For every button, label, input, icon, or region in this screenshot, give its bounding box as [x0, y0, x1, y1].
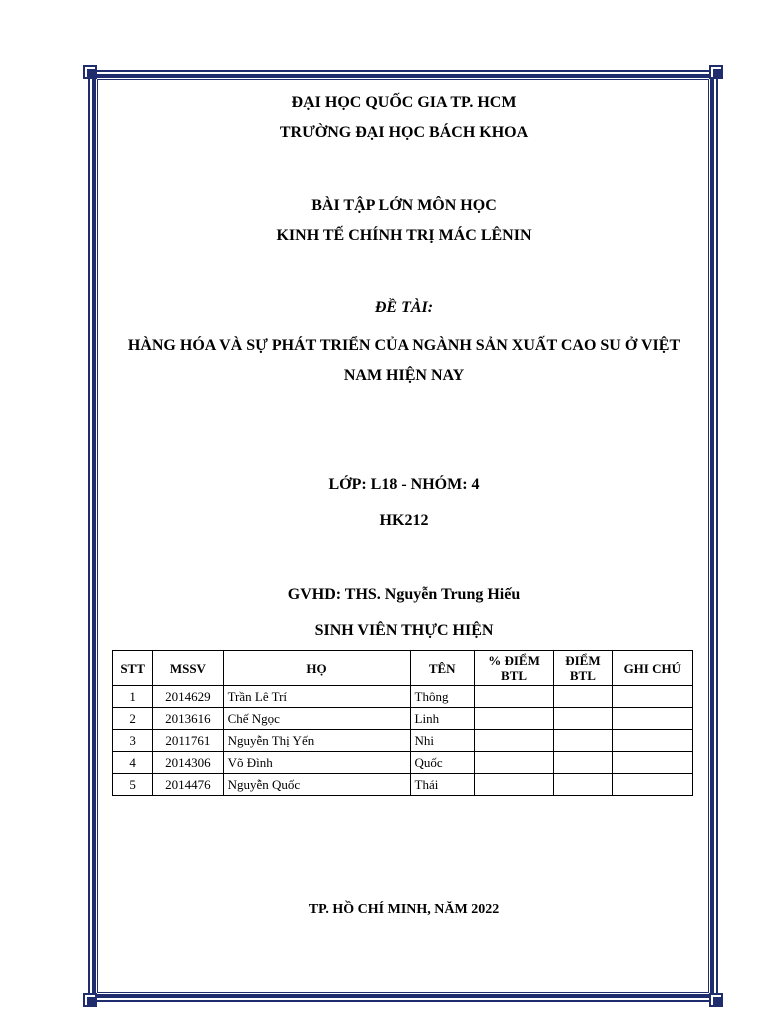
cell-mssv: 2014629: [153, 686, 223, 708]
page-border-inner: [97, 79, 709, 993]
cell-ho: Chế Ngọc: [223, 708, 410, 730]
cell-diem: [554, 708, 612, 730]
cell-ghi-chu: [612, 774, 692, 796]
class-group: LỚP: L18 - NHÓM: 4: [328, 476, 480, 493]
cell-diem: [554, 752, 612, 774]
header-mssv: MSSV: [153, 651, 223, 686]
students-table: [112, 650, 693, 796]
cell-mssv: 2014476: [153, 774, 223, 796]
border-corner-top-left: [83, 65, 97, 79]
students-heading: SINH VIÊN THỰC HIỆN: [314, 622, 494, 639]
header-ten: TÊN: [410, 651, 474, 686]
table-row: [113, 708, 693, 730]
cell-mssv: 2014306: [153, 752, 223, 774]
border-corner-bottom-right: [709, 993, 723, 1007]
cell-ten: Nhi: [410, 730, 474, 752]
table-row: [113, 686, 693, 708]
topic-title: HÀNG HÓA VÀ SỰ PHÁT TRIỂN CỦA NGÀNH SẢN XUẤT CAO SU Ở VIỆT NAM HIỆN NAY: [127, 337, 681, 384]
cell-ho: Nguyễn Thị Yến: [223, 730, 410, 752]
border-corner-top-right: [709, 65, 723, 79]
cell-mssv: 2013616: [153, 708, 223, 730]
footer-place-year: TP. HỒ CHÍ MINH, NĂM 2022: [308, 902, 500, 917]
table-row: [113, 774, 693, 796]
border-corner-bottom-left: [83, 993, 97, 1007]
cell-ten: Thái: [410, 774, 474, 796]
instructor: GVHD: THS. Nguyễn Trung Hiếu: [287, 586, 521, 603]
topic-label: ĐỀ TÀI:: [374, 299, 434, 316]
cell-ten: Quốc: [410, 752, 474, 774]
cell-ghi-chu: [612, 708, 692, 730]
cell-stt: 2: [113, 708, 153, 730]
cell-percent-diem: [474, 752, 553, 774]
cell-stt: 3: [113, 730, 153, 752]
cell-stt: 5: [113, 774, 153, 796]
cell-ho: Nguyễn Quốc: [223, 774, 410, 796]
cell-diem: [554, 686, 612, 708]
cell-ten: Thông: [410, 686, 474, 708]
cell-ho: Trần Lê Trí: [223, 686, 410, 708]
university-name: ĐẠI HỌC QUỐC GIA TP. HCM: [291, 94, 517, 111]
cell-ghi-chu: [612, 752, 692, 774]
cell-percent-diem: [474, 730, 553, 752]
header-ghi-chu: GHI CHÚ: [612, 651, 692, 686]
cell-stt: 1: [113, 686, 153, 708]
table-header-row: [113, 651, 693, 686]
cell-diem: [554, 730, 612, 752]
cell-ten: Linh: [410, 708, 474, 730]
cell-mssv: 2011761: [153, 730, 223, 752]
cell-stt: 4: [113, 752, 153, 774]
cell-ho: Võ Đình: [223, 752, 410, 774]
table-row: [113, 752, 693, 774]
assignment-type: BÀI TẬP LỚN MÔN HỌC: [311, 197, 497, 214]
cell-percent-diem: [474, 686, 553, 708]
cell-diem: [554, 774, 612, 796]
header-ho: HỌ: [223, 651, 410, 686]
subject-name: KINH TẾ CHÍNH TRỊ MÁC LÊNIN: [276, 227, 532, 244]
semester: HK212: [379, 512, 429, 529]
table-row: [113, 730, 693, 752]
header-stt: STT: [113, 651, 153, 686]
cell-percent-diem: [474, 774, 553, 796]
cell-percent-diem: [474, 708, 553, 730]
header-percent-diem-btl: % ĐIỂM BTL: [474, 651, 553, 686]
header-diem-btl: ĐIỂM BTL: [554, 651, 612, 686]
school-name: TRƯỜNG ĐẠI HỌC BÁCH KHOA: [279, 124, 529, 141]
cell-ghi-chu: [612, 686, 692, 708]
cell-ghi-chu: [612, 730, 692, 752]
